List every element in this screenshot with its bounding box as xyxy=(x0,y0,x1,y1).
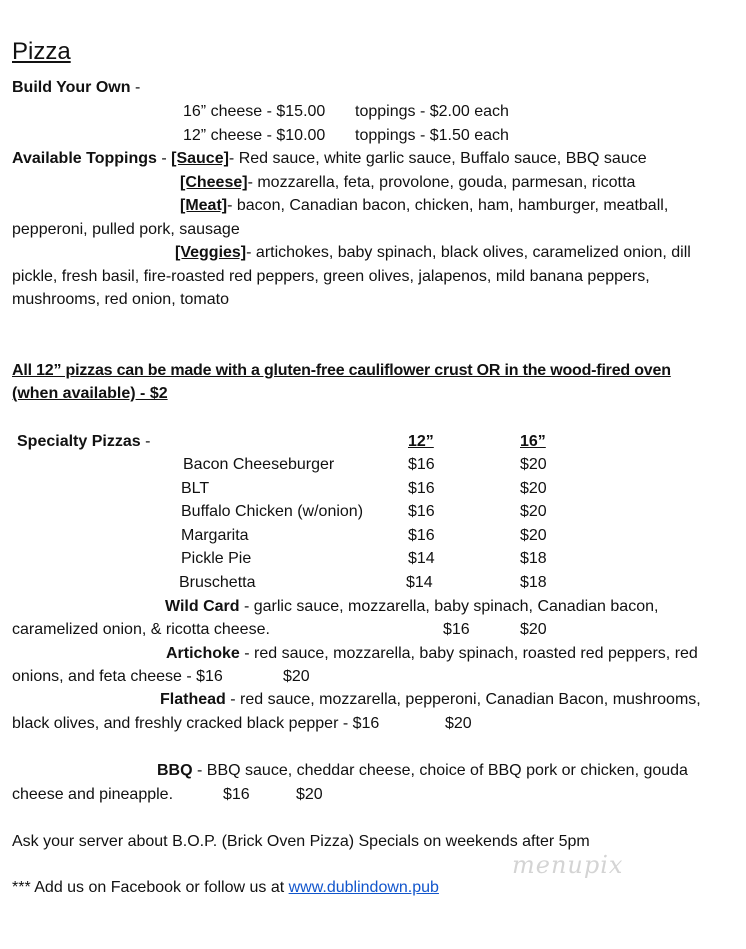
cheese-list: - mozzarella, feta, provolone, gouda, parmesan, ricotta xyxy=(247,174,636,191)
specialty-item-price-12: $14 xyxy=(406,574,433,591)
bbq-line1 xyxy=(157,761,688,781)
weekend-specials-note: Ask your server about B.O.P. (Brick Oven Pizza) Specials on weekends after 5pm xyxy=(12,833,590,850)
toppings-label: Available Toppings xyxy=(12,150,157,167)
size-12-toppings: toppings - $1.50 each xyxy=(355,127,509,144)
specialty-item-price-16: $20 xyxy=(520,527,547,544)
artichoke-line1 xyxy=(166,644,698,664)
cheese-category: [Cheese] xyxy=(180,174,248,191)
veggie-list-continued-2: mushrooms, red onion, tomato xyxy=(12,291,229,308)
crust-notice-line1: All 12” pizzas can be made with a gluten-free cauliflower crust OR in the wood-fired oven xyxy=(12,362,671,379)
specialty-item-price-12: $16 xyxy=(408,456,435,473)
toppings-veggie-line xyxy=(175,243,691,263)
crust-notice-line2: (when available) - $2 xyxy=(12,385,168,402)
specialty-item-price-16: $20 xyxy=(520,480,547,497)
specialty-item-price-12: $14 xyxy=(408,550,435,567)
wild-card-line2: caramelized onion, & ricotta cheese. xyxy=(12,621,270,638)
meat-list-continued: pepperoni, pulled pork, sausage xyxy=(12,221,240,238)
specialty-item-price-12: $16 xyxy=(408,527,435,544)
specialty-item-price-12: $16 xyxy=(408,480,435,497)
bbq-line2: cheese and pineapple. xyxy=(12,786,174,803)
specialty-item-price-16: $18 xyxy=(520,550,547,567)
bbq-description: - BBQ sauce, cheddar cheese, choice of BBQ pork or chicken, gouda xyxy=(192,762,688,779)
specialty-item-name: Buffalo Chicken (w/onion) xyxy=(181,503,364,520)
artichoke-name: Artichoke xyxy=(166,645,240,662)
specialty-heading xyxy=(17,432,150,452)
size-16-toppings: toppings - $2.00 each xyxy=(355,103,509,120)
website-link[interactable]: www.dublindown.pub xyxy=(288,879,439,896)
artichoke-price-16: $20 xyxy=(283,668,310,685)
social-prefix: *** Add us on Facebook or follow us at xyxy=(12,879,289,896)
veggie-list-continued-1: pickle, fresh basil, fire-roasted red peppers, green olives, jalapenos, mild banana peppers, xyxy=(12,268,650,285)
flathead-price-16: $20 xyxy=(445,715,472,732)
specialty-item-name: BLT xyxy=(181,480,210,497)
social-line xyxy=(12,878,439,898)
flathead-line1 xyxy=(160,690,701,710)
toppings-dash: - xyxy=(156,150,172,167)
toppings-cheese-line xyxy=(180,173,635,193)
bbq-name: BBQ xyxy=(157,762,193,779)
specialty-item-price-16: $18 xyxy=(520,574,547,591)
wild-card-price-16: $20 xyxy=(520,621,547,638)
meat-category: [Meat] xyxy=(180,197,228,214)
specialty-item-name: Bruschetta xyxy=(179,574,256,591)
col-16-header: 16” xyxy=(520,433,546,450)
sauce-list: - Red sauce, white garlic sauce, Buffalo sauce, BBQ sauce xyxy=(228,150,647,167)
artichoke-line2: onions, and feta cheese - $16 xyxy=(12,668,223,685)
specialty-item-name: Pickle Pie xyxy=(181,550,252,567)
build-dash: - xyxy=(130,79,141,96)
size-16-price: 16” cheese - $15.00 xyxy=(183,103,326,120)
bbq-price-16: $20 xyxy=(296,786,323,803)
specialty-dash: - xyxy=(140,433,151,450)
flathead-description: - red sauce, mozzarella, pepperoni, Canadian Bacon, mushrooms, xyxy=(225,691,701,708)
page-title: Pizza xyxy=(12,38,71,65)
meat-list: - bacon, Canadian bacon, chicken, ham, hamburger, meatball, xyxy=(227,197,669,214)
flathead-name: Flathead xyxy=(160,691,226,708)
toppings-meat-line xyxy=(180,196,668,216)
specialty-item-name: Bacon Cheeseburger xyxy=(183,456,335,473)
build-your-own-heading xyxy=(12,78,140,98)
bbq-price-12: $16 xyxy=(223,786,250,803)
size-12-price: 12” cheese - $10.00 xyxy=(183,127,326,144)
veggie-list: - artichokes, baby spinach, black olives, caramelized onion, dill xyxy=(246,244,691,261)
artichoke-description: - red sauce, mozzarella, baby spinach, roasted red peppers, red xyxy=(239,645,698,662)
build-label: Build Your Own xyxy=(12,79,131,96)
wild-card-price-12: $16 xyxy=(443,621,470,638)
menupix-watermark: menupix xyxy=(512,851,624,879)
specialty-item-name: Margarita xyxy=(181,527,249,544)
flathead-line2: black olives, and freshly cracked black pepper - $16 xyxy=(12,715,380,732)
wild-card-description: - garlic sauce, mozzarella, baby spinach, Canadian bacon, xyxy=(239,598,659,615)
veggie-category: [Veggies] xyxy=(175,244,247,261)
toppings-sauce-line xyxy=(12,149,647,169)
specialty-item-price-16: $20 xyxy=(520,456,547,473)
sauce-category: [Sauce] xyxy=(171,150,229,167)
specialty-item-price-16: $20 xyxy=(520,503,547,520)
specialty-item-price-12: $16 xyxy=(408,503,435,520)
wild-card-name: Wild Card xyxy=(165,598,240,615)
specialty-label: Specialty Pizzas xyxy=(17,433,141,450)
col-12-header: 12” xyxy=(408,433,434,450)
wild-card-line1 xyxy=(165,597,658,617)
